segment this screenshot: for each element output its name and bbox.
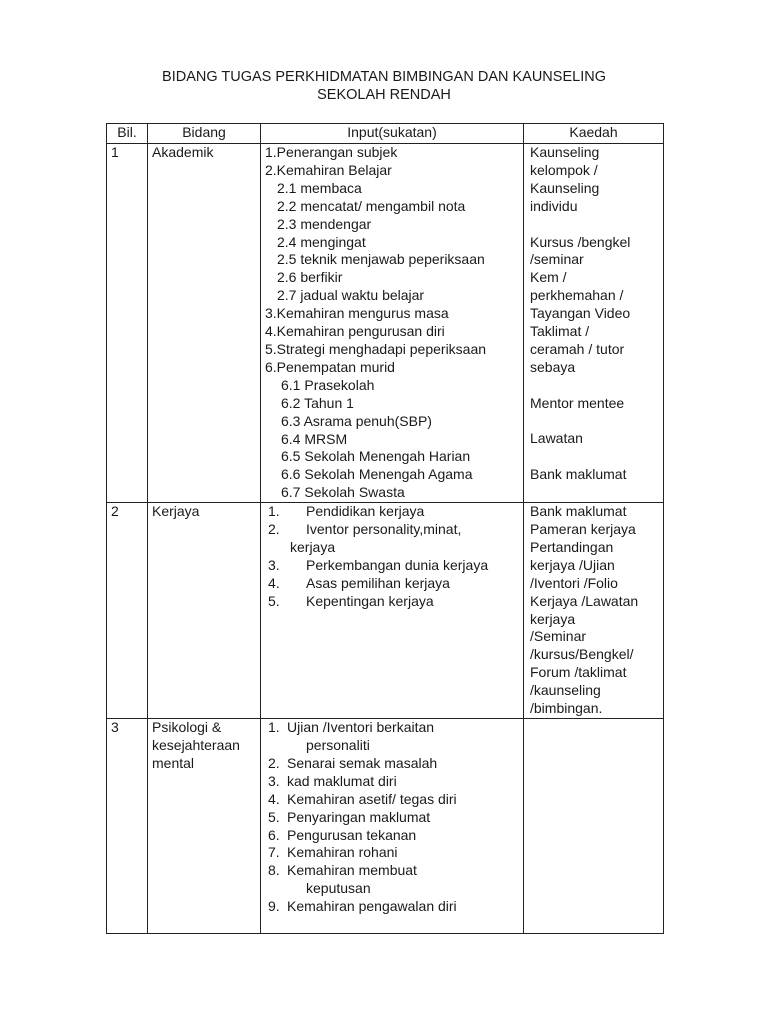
kaedah-line: Bank maklumat xyxy=(530,503,627,520)
bidang-text: Kerjaya xyxy=(152,503,200,520)
input-list-item xyxy=(265,755,519,773)
input-list-item xyxy=(265,809,519,827)
input-list-item xyxy=(265,719,519,737)
row-number: 1 xyxy=(111,144,119,160)
kaedah-line: kelompok / xyxy=(530,161,598,178)
list-text: Kemahiran membuat xyxy=(287,862,417,879)
list-text: Penyaringan maklumat xyxy=(287,808,431,825)
input-subitem: 6.6 Sekolah Menengah Agama xyxy=(281,466,473,483)
list-number: 5. xyxy=(268,592,280,609)
cell-kaedah xyxy=(524,719,664,934)
title-line-2: SEKOLAH RENDAH xyxy=(317,87,451,103)
list-number: 2. xyxy=(268,521,280,538)
input-subitem: 2.7 jadual waktu belajar xyxy=(277,287,425,304)
input-item: 5.Strategi menghadapi peperiksaan xyxy=(265,340,487,357)
bidang-text: Akademik xyxy=(152,144,214,160)
cell-bil xyxy=(107,719,148,934)
header-kaedah: Kaedah xyxy=(524,124,664,144)
list-number: 6. xyxy=(268,826,280,843)
list-text: Kemahiran pengawalan diri xyxy=(287,898,457,915)
input-list-item xyxy=(265,791,519,809)
cell-bidang xyxy=(148,144,261,503)
title-line-1: BIDANG TUGAS PERKHIDMATAN BIMBINGAN DAN KAUNSELING xyxy=(162,69,606,85)
input-list-item xyxy=(265,557,519,575)
input-list-item xyxy=(265,521,519,539)
header-input: Input(sukatan) xyxy=(261,124,524,144)
input-subitem: 2.4 mengingat xyxy=(277,233,366,250)
list-text: Senarai semak masalah xyxy=(287,754,438,771)
input-subitem: 6.5 Sekolah Menengah Harian xyxy=(281,448,471,465)
list-number: 1. xyxy=(268,503,280,520)
table-row xyxy=(107,144,664,503)
input-subitem: 6.7 Sekolah Swasta xyxy=(281,484,405,501)
input-list-item xyxy=(265,844,519,862)
list-text: Iventor personality,minat, xyxy=(306,521,462,538)
input-subitem: 6.2 Tahun 1 xyxy=(281,394,354,411)
row-number: 2 xyxy=(111,503,119,520)
cell-bil xyxy=(107,503,148,719)
input-subitem: 2.2 mencatat/ mengambil nota xyxy=(277,197,466,214)
input-subitem: 2.6 berfikir xyxy=(277,269,343,286)
input-item: 6.Penempatan murid xyxy=(265,358,395,375)
kaedah-line: kerjaya xyxy=(530,610,576,627)
list-number: 2. xyxy=(268,754,280,771)
kaedah-spacer xyxy=(530,413,659,431)
cell-input xyxy=(261,503,524,719)
kaedah-line: Kaunseling xyxy=(530,179,600,196)
input-subitem: 2.1 membaca xyxy=(277,179,362,196)
list-number: 7. xyxy=(268,844,280,861)
input-subitem: 6.3 Asrama penuh(SBP) xyxy=(281,412,432,429)
input-list-item xyxy=(265,503,519,521)
kaedah-line: Mentor mentee xyxy=(530,394,625,411)
kaedah-line: Kursus /bengkel xyxy=(530,233,631,250)
kaedah-line: /bimbingan. xyxy=(530,700,603,717)
input-subitem: 6.1 Prasekolah xyxy=(281,376,375,393)
kaedah-line: /Iventori /Folio xyxy=(530,574,618,591)
input-list-item xyxy=(265,898,519,916)
list-number: 9. xyxy=(268,898,280,915)
cell-bidang xyxy=(148,503,261,719)
input-list-item xyxy=(265,575,519,593)
list-number: 5. xyxy=(268,808,280,825)
kaedah-spacer xyxy=(530,377,659,395)
bidang-text: kesejahteraan xyxy=(152,737,240,754)
list-number: 3. xyxy=(268,556,280,573)
input-item: 3.Kemahiran mengurus masa xyxy=(265,305,449,322)
list-text: Pendidikan kerjaya xyxy=(306,503,425,520)
table-row xyxy=(107,719,664,934)
kaedah-line: Tayangan Video xyxy=(530,305,631,322)
list-number: 4. xyxy=(268,574,280,591)
bidang-text: mental xyxy=(152,754,195,771)
list-text: Perkembangan dunia kerjaya xyxy=(306,556,489,573)
input-item: 1.Penerangan subjek xyxy=(265,144,398,160)
header-bidang: Bidang xyxy=(148,124,261,144)
list-text: Kemahiran asetif/ tegas diri xyxy=(287,790,457,807)
input-list-item xyxy=(265,593,519,611)
input-list-item xyxy=(265,773,519,791)
cell-kaedah xyxy=(524,144,664,503)
kaedah-line: Forum /taklimat xyxy=(530,664,627,681)
list-text: Asas pemilihan kerjaya xyxy=(306,574,450,591)
kaedah-line: Bank maklumat xyxy=(530,466,627,483)
kaedah-spacer xyxy=(530,448,659,466)
kaedah-line: Kem / xyxy=(530,269,567,286)
list-number: 3. xyxy=(268,772,280,789)
cell-input xyxy=(261,719,524,934)
list-text-continuation: personaliti xyxy=(306,737,370,754)
input-subitem: 2.5 teknik menjawab peperiksaan xyxy=(277,251,485,268)
list-number: 4. xyxy=(268,790,280,807)
list-text-continuation: kerjaya xyxy=(290,538,336,555)
list-text: Kemahiran rohani xyxy=(287,844,398,861)
list-text-continuation: keputusan xyxy=(306,880,371,897)
document-title xyxy=(0,68,768,104)
input-item: 2.Kemahiran Belajar xyxy=(265,161,392,178)
kaedah-line: Kerjaya /Lawatan xyxy=(530,592,639,609)
list-number: 8. xyxy=(268,862,280,879)
list-text: Ujian /Iventori berkaitan xyxy=(287,719,435,736)
kaedah-line: /Seminar xyxy=(530,628,587,645)
list-text: kad maklumat diri xyxy=(287,772,397,789)
header-bil: Bil. xyxy=(107,124,148,144)
cell-bil xyxy=(107,144,148,503)
table-row xyxy=(107,503,664,719)
kaedah-line: Pertandingan xyxy=(530,538,614,555)
list-text: Kepentingan kerjaya xyxy=(306,592,434,609)
row-number: 3 xyxy=(111,719,119,736)
input-subitem: 6.4 MRSM xyxy=(281,430,348,447)
kaedah-line: Kaunseling xyxy=(530,144,600,160)
list-number: 1. xyxy=(268,719,280,736)
input-subitem: 2.3 mendengar xyxy=(277,215,372,232)
kaedah-line: kerjaya /Ujian xyxy=(530,556,615,573)
input-item: 4.Kemahiran pengurusan diri xyxy=(265,323,445,340)
kaedah-line: sebaya xyxy=(530,358,576,375)
table-header-row xyxy=(107,124,664,144)
input-list-item xyxy=(265,862,519,880)
cell-input xyxy=(261,144,524,503)
kaedah-line: Lawatan xyxy=(530,430,583,447)
kaedah-spacer xyxy=(530,216,659,234)
input-list-item xyxy=(265,827,519,845)
kaedah-line: Pameran kerjaya xyxy=(530,521,636,538)
kaedah-line: perkhemahan / xyxy=(530,287,624,304)
kaedah-line: Taklimat / xyxy=(530,323,590,340)
cell-kaedah xyxy=(524,503,664,719)
kaedah-line: individu xyxy=(530,197,578,214)
cell-bidang xyxy=(148,719,261,934)
kaedah-line: /seminar xyxy=(530,251,584,268)
list-text: Pengurusan tekanan xyxy=(287,826,417,843)
kaedah-line: /kaunseling xyxy=(530,682,601,699)
duties-table xyxy=(106,123,664,934)
kaedah-line: /kursus/Bengkel/ xyxy=(530,646,634,663)
kaedah-line: ceramah / tutor xyxy=(530,340,625,357)
bidang-text: Psikologi & xyxy=(152,719,222,736)
